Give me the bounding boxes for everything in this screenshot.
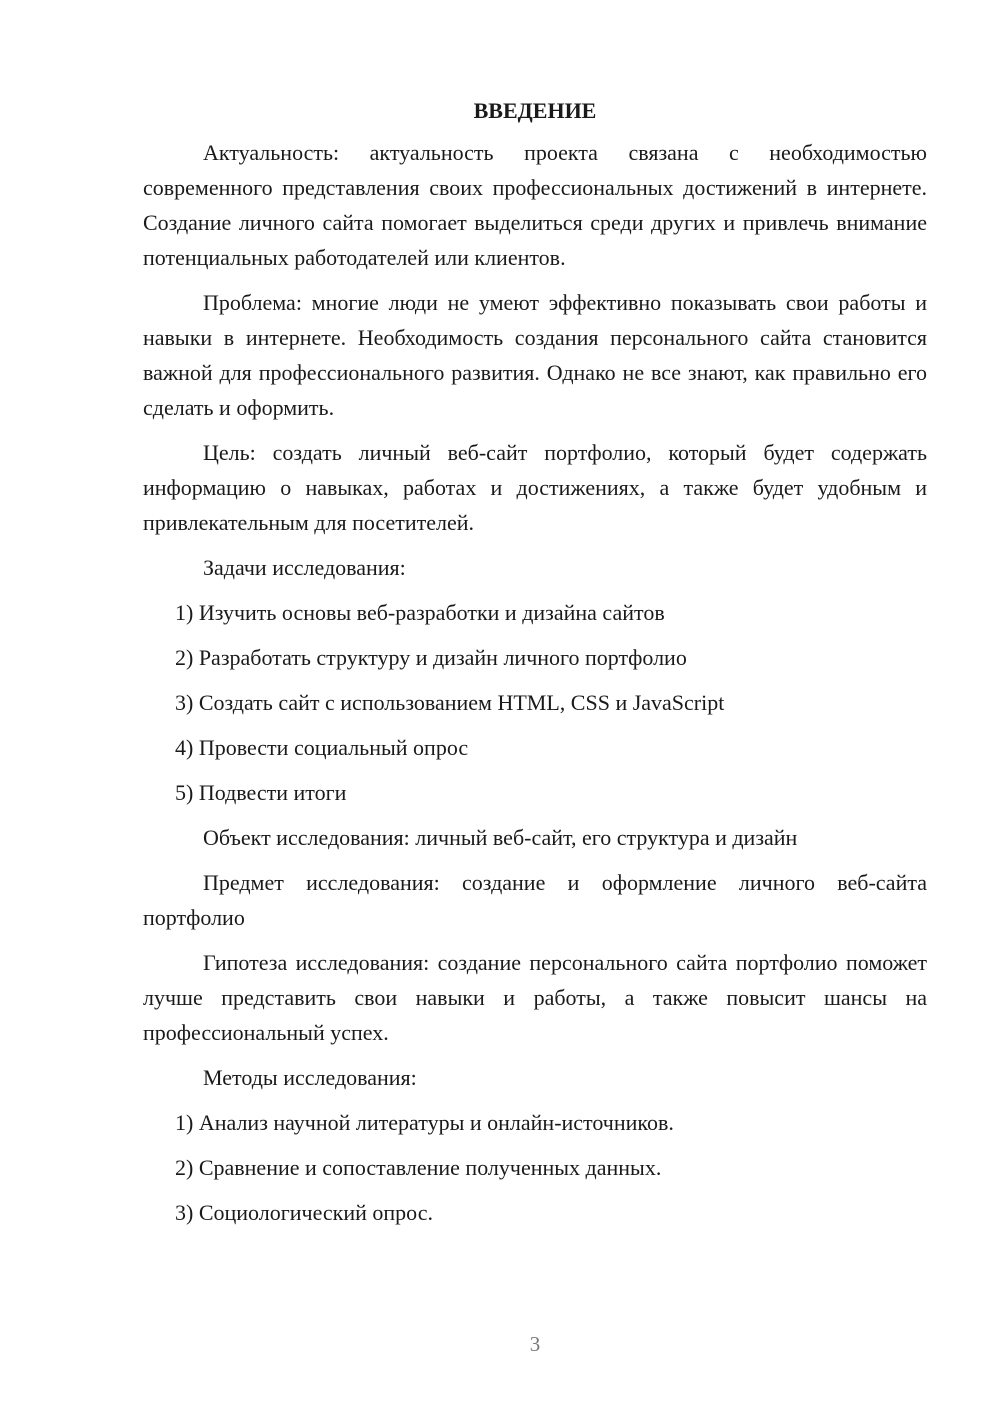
goal-paragraph: Цель: создать личный веб-сайт портфолио, который будет содержать информацию о навыках, работах и достижениях, а также будет удобным и привлекательным для посетителей. <box>143 440 927 535</box>
tasks-label: Задачи исследования: <box>203 555 406 580</box>
page-content <box>143 97 927 1240</box>
method-item: 2) Сравнение и сопоставление полученных данных. <box>175 1155 662 1180</box>
relevance-paragraph: Актуальность: актуальность проекта связана с необходимостью современного представления своих профессиональных достижений в интернете. Создание личного сайта помогает выделиться среди других и привлечь внимание потенциальных работодателей или клиентов. <box>143 140 927 270</box>
task-item: 2) Разработать структуру и дизайн личного портфолио <box>175 645 687 670</box>
page-number: 3 <box>529 1332 541 1356</box>
method-item: 3) Социологический опрос. <box>175 1200 433 1225</box>
subject-paragraph: Предмет исследования: создание и оформление личного веб-сайта портфолио <box>143 870 927 930</box>
task-item: 3) Создать сайт с использованием HTML, CSS и JavaScript <box>175 690 725 715</box>
task-item: 4) Провести социальный опрос <box>175 735 469 760</box>
object-paragraph: Объект исследования: личный веб-сайт, его структура и дизайн <box>203 825 798 850</box>
hypothesis-paragraph: Гипотеза исследования: создание персонального сайта портфолио поможет лучше представить свои навыки и работы, а также повысит шансы на профессиональный успех. <box>143 950 927 1045</box>
section-heading: ВВЕДЕНИЕ <box>473 98 597 123</box>
task-item: 1) Изучить основы веб-разработки и дизайна сайтов <box>175 600 665 625</box>
methods-label: Методы исследования: <box>203 1065 417 1090</box>
method-item: 1) Анализ научной литературы и онлайн-источников. <box>175 1110 674 1135</box>
problem-paragraph: Проблема: многие люди не умеют эффективно показывать свои работы и навыки в интернете. Необходимость создания персонального сайта становится важной для профессионального развития. Однако не все знают, как правильно его сделать и оформить. <box>143 290 927 420</box>
task-item: 5) Подвести итоги <box>175 780 347 805</box>
